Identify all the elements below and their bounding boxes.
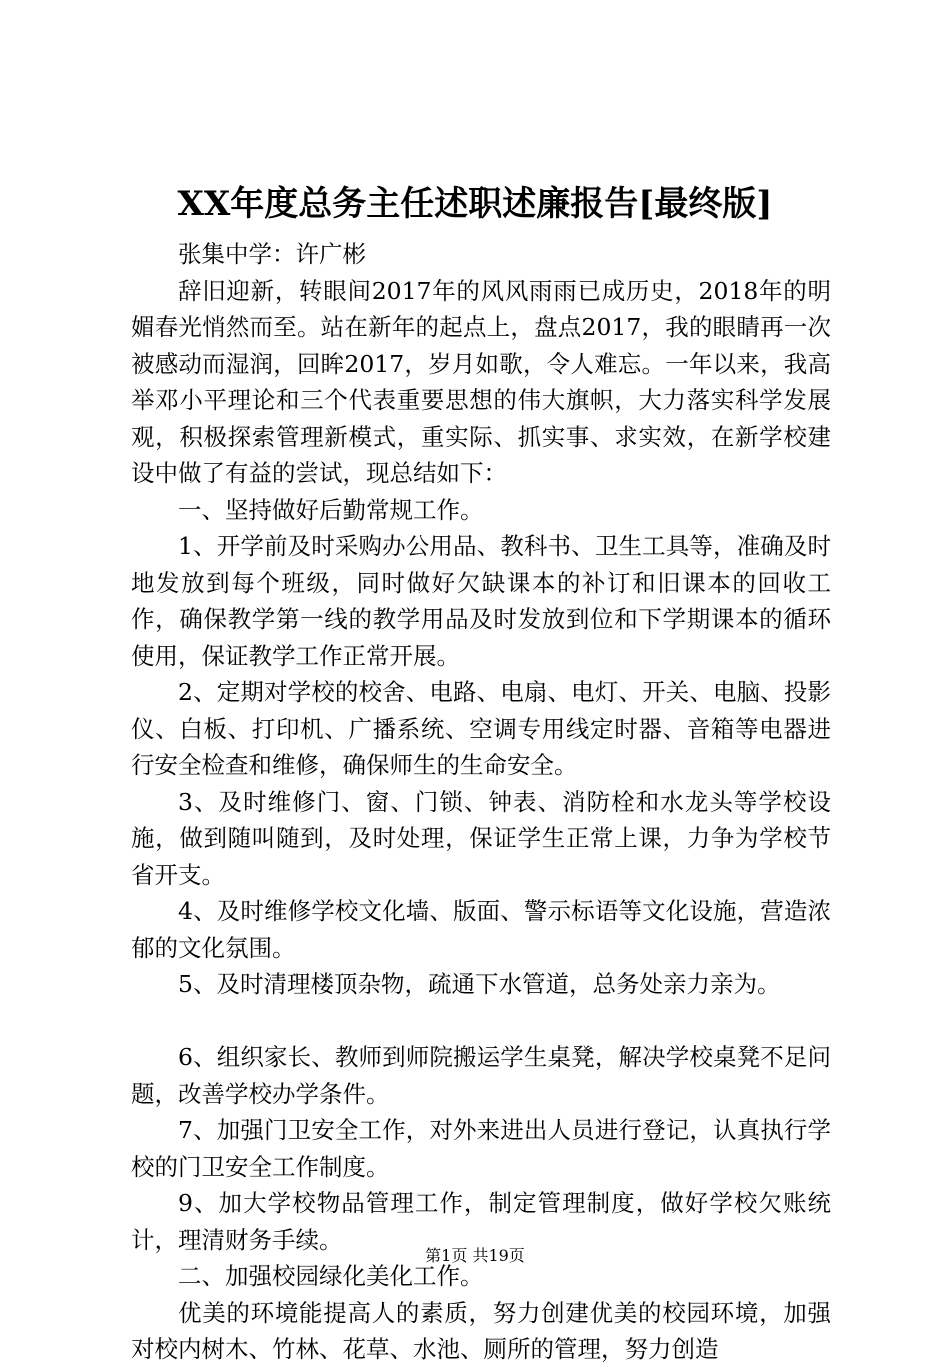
author-line: 张集中学：许广彬 [178, 240, 366, 268]
paragraph: 优美的环境能提高人的素质，努力创建优美的校园环境，加强对校内树木、竹林、花草、水池、厕所的管理，努力创造 [131, 1298, 831, 1363]
section-heading: 一、坚持做好后勤常规工作。 [178, 495, 484, 524]
paragraph: 6、组织家长、教师到师院搬运学生桌凳，解决学校桌凳不足问题，改善学校办学条件。 [131, 1043, 831, 1108]
paragraph: 9、加大学校物品管理工作，制定管理制度，做好学校欠账统计，理清财务手续。 [131, 1189, 831, 1254]
document-title: XX年度总务主任述职述廉报告[最终版] [177, 184, 773, 224]
paragraph: 辞旧迎新，转眼间2017年的风风雨雨已成历史，2018年的明媚春光悄然而至。站在新年的起点上，盘点2017，我的眼睛再一次被感动而湿润，回眸2017，岁月如歌，令人难忘。一年以来，我高举邓小平理论和三个代表重要思想的伟大旗帜，大力落实科学发展观，积极探索管理新模式，重实际、抓实事、求实效，在新学校建设中做了有益的尝试，现总结如下： [131, 276, 831, 487]
section-heading: 二、加强校园绿化美化工作。 [178, 1262, 484, 1290]
paragraph: 7、加强门卫安全工作，对外来进出人员进行登记，认真执行学校的门卫安全工作制度。 [131, 1116, 831, 1181]
paragraph: 3、及时维修门、窗、门锁、钟表、消防栓和水龙头等学校设施，做到随叫随到，及时处理，保证学生正常上课，力争为学校节省开支。 [131, 787, 831, 889]
document-body [131, 236, 831, 1368]
paragraph: 4、及时维修学校文化墙、版面、警示标语等文化设施，营造浓郁的文化氛围。 [131, 897, 831, 962]
paragraph: 2、定期对学校的校舍、电路、电扇、电灯、开关、电脑、投影仪、白板、打印机、广播系统、空调专用线定时器、音箱等电器进行安全检查和维修，确保师生的生命安全。 [131, 678, 831, 779]
page-number-footer: 第1页 共19页 [425, 1246, 525, 1265]
paragraph: 5、及时清理楼顶杂物，疏通下水管道，总务处亲力亲为。 [178, 970, 781, 998]
paragraph: 1、开学前及时采购办公用品、教科书、卫生工具等，准确及时地发放到每个班级，同时做好欠缺课本的补订和旧课本的回收工作，确保教学第一线的教学用品及时发放到位和下学期课本的循环使用，保证教学工作正常开展。 [131, 532, 831, 670]
